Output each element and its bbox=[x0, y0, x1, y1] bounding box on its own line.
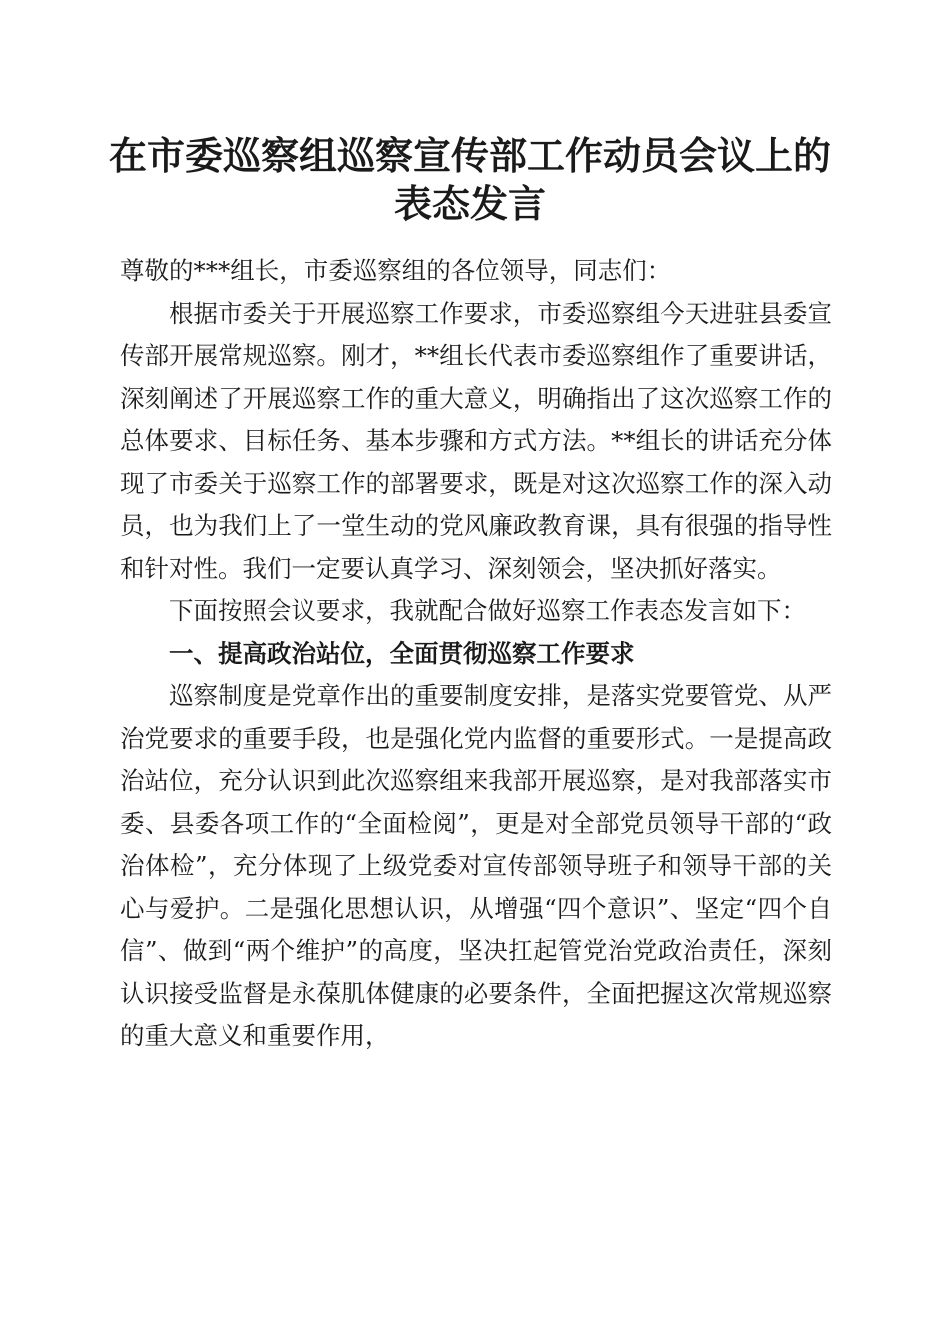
document-title: 在市委巡察组巡察宣传部工作动员会议上的表态发言 bbox=[108, 133, 831, 226]
paragraph-section-one: 巡察制度是党章作出的重要制度安排，是落实党要管党、从严治党要求的重要手段，也是强化党内监督的重要形式。一是提高政治站位，充分认识到此次巡察组来我部开展巡察，是对我部落实市委、县委各项工作的“全面检阅”，更是对全部党员领导干部的“政治体检”，充分体现了上级党委对宣传部领导班子和领导干部的关心与爱护。二是强化思想认识，从增强“四个意识”、坚定“四个自信”、做到“两个维护”的高度，坚决扛起管党治党政治责任，深刻认识接受监督是永葆肌体健康的必要条件，全面把握这次常规巡察的重大意义和重要作用， bbox=[120, 681, 832, 1050]
paragraph-transition: 下面按照会议要求，我就配合做好巡察工作表态发言如下： bbox=[169, 596, 806, 625]
document-body bbox=[120, 250, 832, 1058]
salutation: 尊敬的***组长，市委巡察组的各位领导，同志们： bbox=[120, 256, 672, 285]
section-heading: 一、提高政治站位，全面贯彻巡察工作要求 bbox=[169, 638, 635, 668]
paragraph-intro: 根据市委关于开展巡察工作要求，市委巡察组今天进驻县委宣传部开展常规巡察。刚才，**组长代表市委巡察组作了重要讲话，深刻阐述了开展巡察工作的重大意义，明确指出了这次巡察工作的总体要求、目标任务、基本步骤和方式方法。**组长的讲话充分体现了市委关于巡察工作的部署要求，既是对这次巡察工作的深入动员，也为我们上了一堂生动的党风廉政教育课，具有很强的指导性和针对性。我们一定要认真学习、深刻领会，坚决抓好落实。 bbox=[120, 298, 832, 583]
